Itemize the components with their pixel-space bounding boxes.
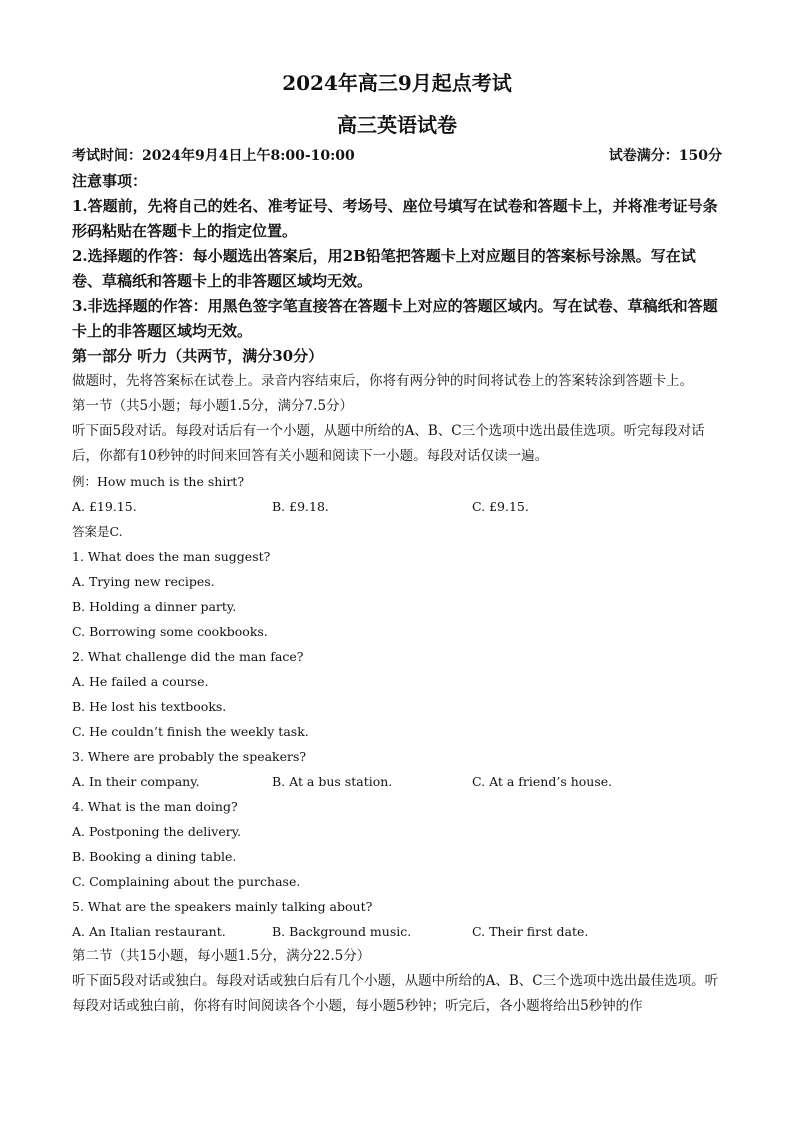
option: B. Background music. <box>272 924 412 939</box>
section1-intro: 听下面5段对话。每段对话后有一个小题，从题中所给的A、B、C三个选项中选出最佳选项。听完每段对话后，你都有10秒钟的时间来回答有关小题和阅读下一小题。每段对话仅读一遍。 <box>72 423 705 464</box>
option: A. He failed a course. <box>72 674 209 689</box>
option: B. Booking a dining table. <box>72 849 237 864</box>
option: C. Their first date. <box>472 924 589 939</box>
exam-subtitle: 高三英语试卷 <box>337 113 457 137</box>
option: A. Postponing the delivery. <box>72 824 242 839</box>
option: C. At a friend’s house. <box>472 774 613 789</box>
question: 2. What challenge did the man face? <box>72 649 304 664</box>
option: B. At a bus station. <box>272 774 393 789</box>
exam-time: 考试时间：2024年9月4日上午8:00-10:00 <box>72 148 355 164</box>
question-options <box>72 919 722 944</box>
section2-intro: 听下面5段对话或独白。每段对话或独白后有几个小题，从题中所给的A、B、C三个选项中选出最佳选项。听每段对话或独白前，你将有时间阅读各个小题，每小题5秒钟；听完后，各小题将给出5秒钟的作 <box>72 973 719 1014</box>
option: B. £9.18. <box>272 499 329 514</box>
question: 5. What are the speakers mainly talking about? <box>72 899 373 914</box>
part1-intro: 做题时，先将答案标在试卷上。录音内容结束后，你将有两分钟的时间将试卷上的答案转涂到答题卡上。 <box>72 373 693 389</box>
exam-title: 2024年高三9月起点考试 <box>282 71 512 95</box>
option: A. In their company. <box>72 774 200 789</box>
option: A. Trying new recipes. <box>72 574 215 589</box>
question: 4. What is the man doing? <box>72 799 238 814</box>
example-question: 例：How much is the shirt? <box>72 474 245 489</box>
note-item: 3.非选择题的作答：用黑色签字笔直接答在答题卡上对应的答题区域内。写在试卷、草稿纸和答题卡上的非答题区域均无效。 <box>72 297 718 340</box>
option: A. £19.15. <box>72 499 137 514</box>
question-options <box>72 769 722 794</box>
question: 1. What does the man suggest? <box>72 549 271 564</box>
section1-heading: 第一节（共5小题；每小题1.5分，满分7.5分） <box>72 398 354 414</box>
part1-heading: 第一部分 听力（共两节，满分30分） <box>72 347 324 365</box>
notes-heading: 注意事项： <box>72 172 148 190</box>
example-answer: 答案是C. <box>72 524 123 539</box>
exam-page <box>72 68 722 1019</box>
example-options <box>72 494 722 519</box>
note-item: 2.选择题的作答：每小题选出答案后，用2B铅笔把答题卡上对应题目的答案标号涂黑。写在试卷、草稿纸和答题卡上的非答题区域均无效。 <box>72 247 696 290</box>
option: C. Borrowing some cookbooks. <box>72 624 268 639</box>
option: C. £9.15. <box>472 499 529 514</box>
exam-meta <box>72 144 722 169</box>
option: B. Holding a dinner party. <box>72 599 237 614</box>
option: A. An Italian restaurant. <box>72 924 226 939</box>
full-score: 试卷满分：150分 <box>608 148 722 164</box>
note-item: 1.答题前，先将自己的姓名、准考证号、考场号、座位号填写在试卷和答题卡上，并将准考证号条形码粘贴在答题卡上的指定位置。 <box>72 197 718 240</box>
section2-heading: 第二节（共15小题，每小题1.5分，满分22.5分） <box>72 948 371 964</box>
question: 3. Where are probably the speakers? <box>72 749 307 764</box>
option: B. He lost his textbooks. <box>72 699 227 714</box>
option: C. He couldn’t finish the weekly task. <box>72 724 309 739</box>
option: C. Complaining about the purchase. <box>72 874 301 889</box>
